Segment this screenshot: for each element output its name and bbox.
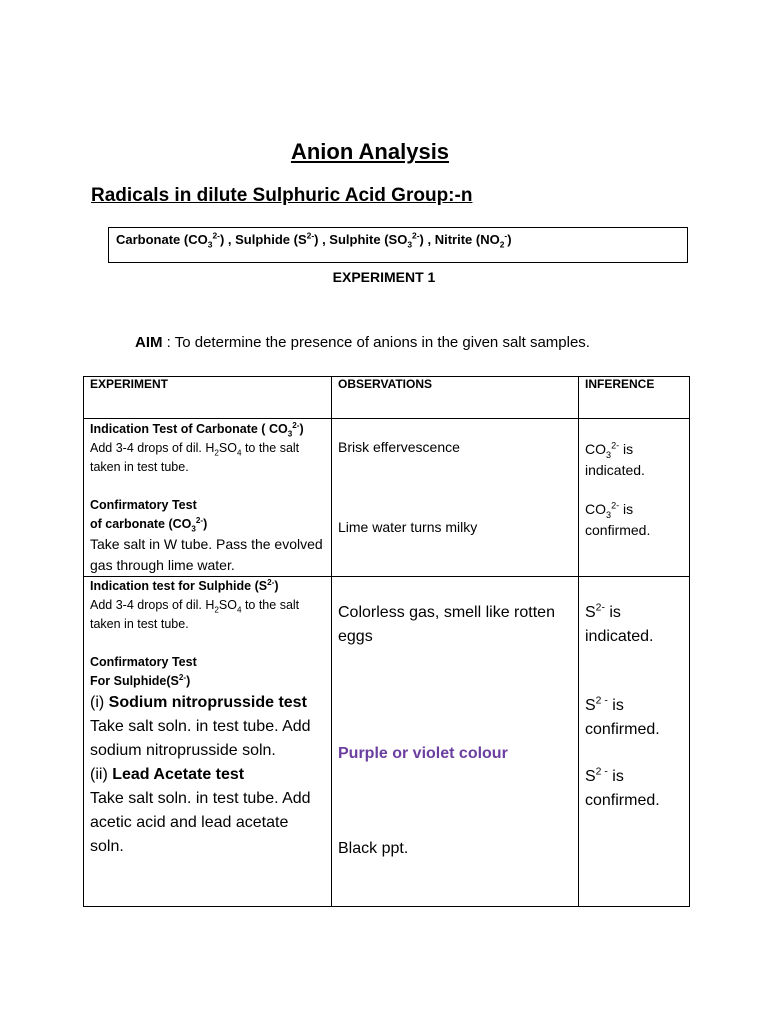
- superscript: 2-: [267, 577, 275, 587]
- sulphide-confirmatory-subtitle: [90, 672, 325, 691]
- text: ): [203, 517, 208, 531]
- text: is indicated.: [585, 441, 645, 478]
- test-name: Sodium nitroprusside test: [108, 694, 307, 711]
- sulphide-obs-indicated: Colorless gas, smell like rotten eggs: [338, 604, 555, 645]
- carbonate-experiment-cell: [84, 419, 332, 577]
- text: S: [585, 604, 596, 621]
- superscript: 2 -: [595, 695, 608, 707]
- page-title: Anion Analysis: [290, 139, 450, 164]
- aim-text: To determine the presence of anions in the given salt samples.: [174, 334, 590, 351]
- superscript: -: [504, 230, 508, 241]
- carbonate-confirmatory-subtitle: [90, 515, 325, 534]
- subscript: 3: [407, 239, 413, 250]
- subscript: 3: [207, 239, 213, 250]
- superscript: 2-: [412, 230, 420, 241]
- subscript: 2: [214, 448, 219, 458]
- radicals-list: [108, 227, 688, 263]
- sulphide-confirmatory-title: Confirmatory Test: [90, 655, 197, 669]
- superscript: 2-: [306, 230, 315, 241]
- experiment-table: [83, 376, 690, 907]
- radical-nitrite: ) , Nitrite (NO: [419, 232, 500, 247]
- carbonate-obs-confirmed: Lime water turns milky: [338, 519, 478, 535]
- aim-line: [135, 334, 590, 351]
- sulphide-test1-heading: [90, 691, 325, 715]
- header-inference: INFERENCE: [579, 377, 690, 419]
- sulphide-test1-text: Take salt soln. in test tube. Add sodium nitroprusside soln.: [90, 718, 311, 759]
- subscript: 2: [499, 239, 505, 250]
- table-row-carbonate: [84, 419, 690, 577]
- text: to the salt taken in test tube.: [90, 441, 300, 474]
- text: CO: [585, 441, 606, 457]
- superscript: 2-: [611, 500, 620, 511]
- carbonate-indication-text: [90, 439, 325, 477]
- carbonate-confirmatory-text: Take salt in W tube. Pass the evolved gas through lime water.: [90, 536, 323, 573]
- carbonate-inf-indicated: [585, 439, 683, 481]
- text: ): [299, 422, 304, 436]
- text: is indicated.: [585, 604, 654, 645]
- close-paren: ): [507, 232, 512, 247]
- sulphide-obs-test1: Purple or violet colour: [338, 745, 508, 762]
- text: Indication test for Sulphide (S: [90, 579, 268, 593]
- subscript: 3: [287, 429, 293, 439]
- sulphide-indication-text: [90, 596, 325, 634]
- superscript: 2 -: [595, 766, 608, 778]
- superscript: 2-: [611, 440, 620, 451]
- text: S: [585, 768, 596, 785]
- superscript: 2-: [195, 515, 204, 525]
- table-row-sulphide: [84, 577, 690, 907]
- subscript: 2: [214, 605, 219, 615]
- sulphide-indication-title: [90, 577, 325, 596]
- aim-separator: :: [162, 334, 175, 351]
- carbonate-indication-title: [90, 420, 325, 439]
- text: SO: [218, 598, 237, 612]
- text: SO: [218, 441, 237, 455]
- subscript: 3: [191, 524, 196, 534]
- experiment-number: EXPERIMENT 1: [332, 269, 436, 285]
- text: Add 3-4 drops of dil. H: [90, 598, 215, 612]
- text: S: [585, 697, 596, 714]
- table-header-row: [84, 377, 690, 419]
- sulphide-inf-indicated: [585, 601, 683, 649]
- text: For Sulphide(S: [90, 674, 179, 688]
- text: (i): [90, 694, 109, 711]
- text: Indication Test of Carbonate ( CO: [90, 422, 288, 436]
- carbonate-confirmatory-title: Confirmatory Test: [90, 498, 197, 512]
- radical-sulphide: ) , Sulphide (S: [219, 232, 307, 247]
- sulphide-inf-confirmed-2: [585, 765, 683, 813]
- text: Add 3-4 drops of dil. H: [90, 441, 215, 455]
- header-experiment: EXPERIMENT: [84, 377, 332, 419]
- text: (ii): [90, 766, 113, 783]
- sulphide-obs-test2: Black ppt.: [338, 840, 409, 857]
- text: is confirmed.: [585, 697, 660, 738]
- text: ): [274, 579, 279, 593]
- subscript: 3: [606, 449, 612, 460]
- section-subtitle: Radicals in dilute Sulphuric Acid Group:-n: [91, 185, 473, 206]
- sulphide-test2-text: Take salt soln. in test tube. Add acetic acid and lead acetate soln.: [90, 790, 311, 855]
- superscript: 2-: [178, 672, 187, 682]
- superscript: 2-: [212, 230, 220, 241]
- subscript: 4: [236, 448, 242, 458]
- text: is confirmed.: [585, 501, 651, 538]
- subscript: 4: [236, 605, 242, 615]
- text: to the salt taken in test tube.: [90, 598, 300, 631]
- carbonate-inference-cell: [579, 419, 690, 577]
- aim-label: AIM: [135, 334, 163, 351]
- superscript: 2-: [292, 420, 300, 430]
- text: ): [186, 674, 191, 688]
- sulphide-inference-cell: [579, 577, 690, 907]
- sulphide-test2-heading: [90, 763, 325, 787]
- radical-sulphite: ) , Sulphite (SO: [314, 232, 408, 247]
- sulphide-observation-cell: [332, 577, 579, 907]
- radical-carbonate: Carbonate (CO: [116, 232, 208, 247]
- text: of carbonate (CO: [90, 517, 192, 531]
- carbonate-obs-indicated: Brisk effervescence: [338, 439, 460, 455]
- superscript: 2-: [595, 602, 605, 614]
- header-observations: OBSERVATIONS: [332, 377, 579, 419]
- test-name: Lead Acetate test: [112, 766, 245, 783]
- carbonate-observation-cell: [332, 419, 579, 577]
- carbonate-inf-confirmed: [585, 499, 683, 541]
- sulphide-inf-confirmed-1: [585, 694, 683, 742]
- text: CO: [585, 501, 606, 517]
- subscript: 3: [606, 509, 612, 520]
- sulphide-experiment-cell: [84, 577, 332, 907]
- text: is confirmed.: [585, 768, 660, 809]
